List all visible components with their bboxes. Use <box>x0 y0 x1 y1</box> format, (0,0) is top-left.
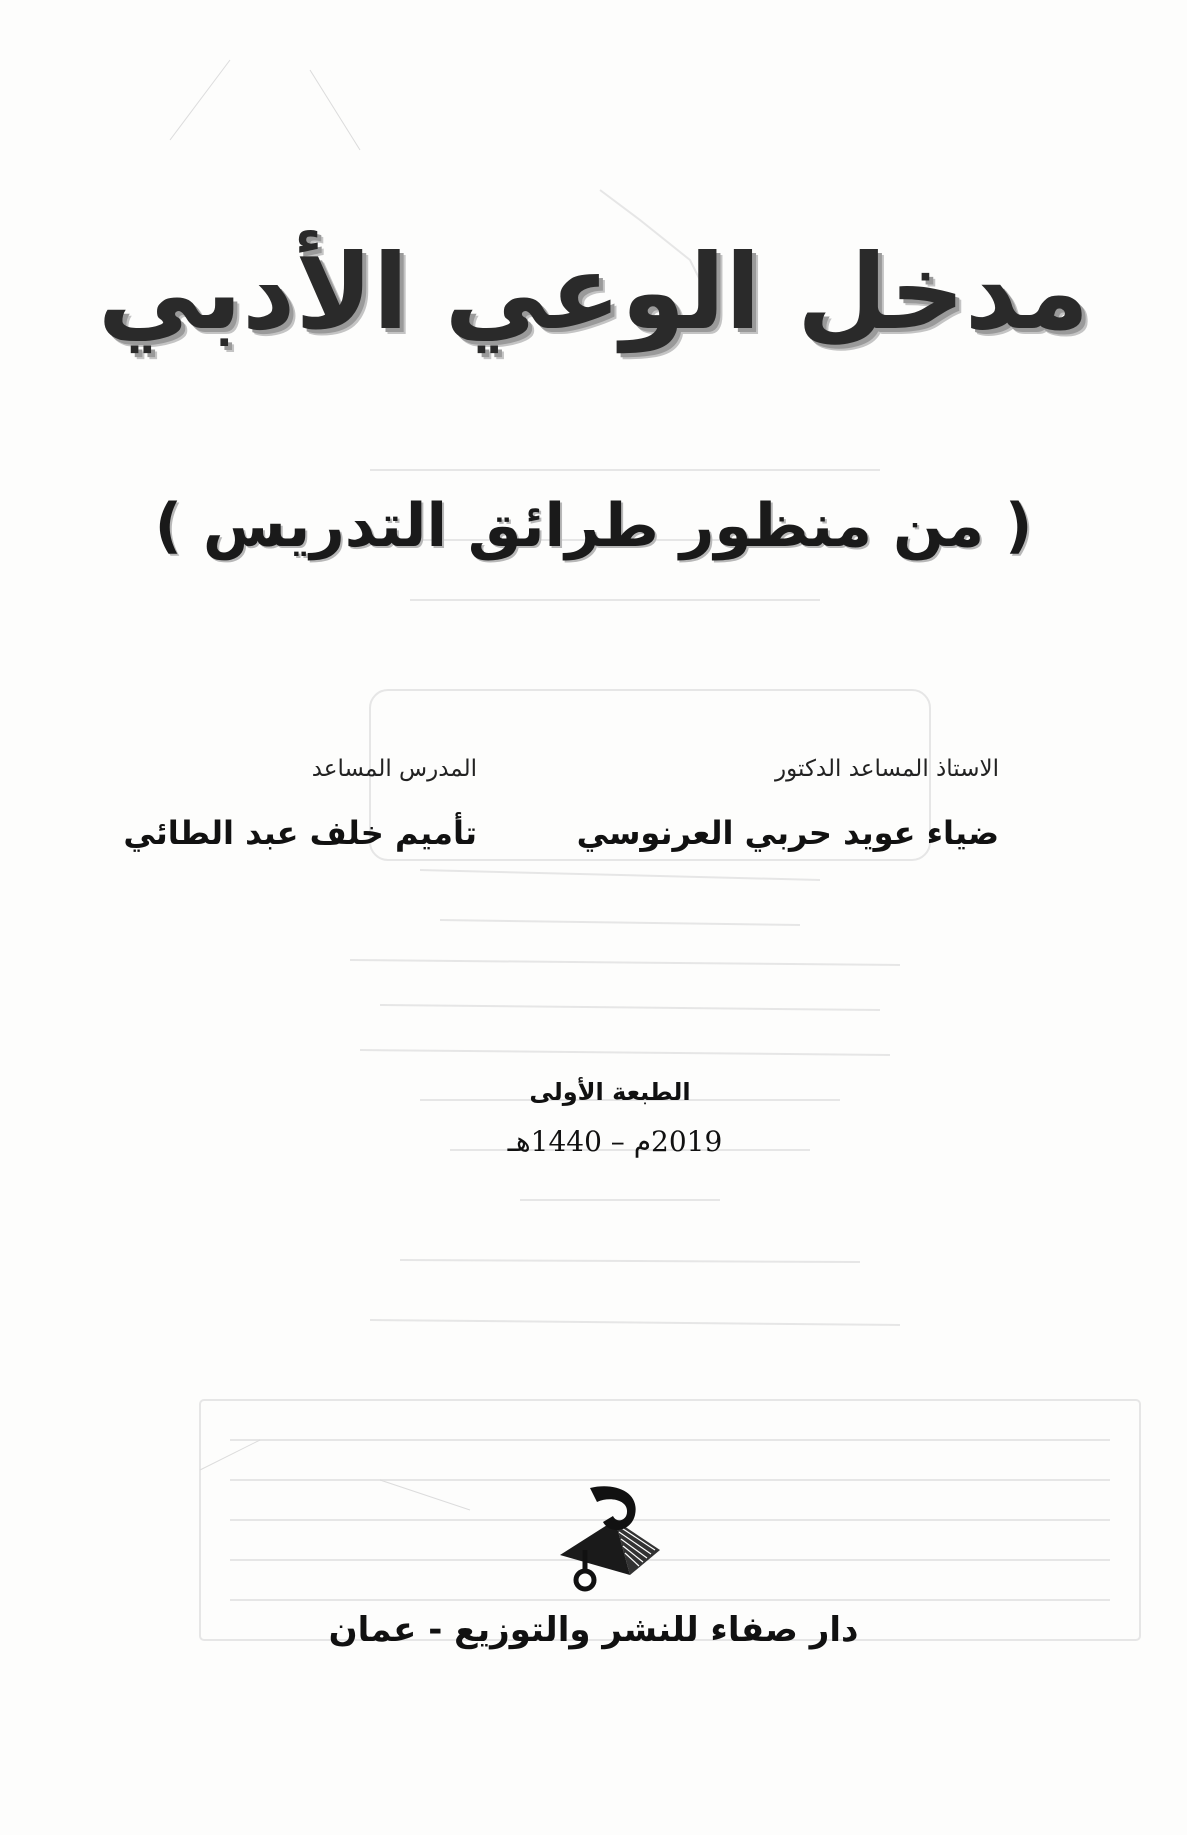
author-1-rank: الاستاذ المساعد الدكتور <box>775 756 999 782</box>
edition-label: الطبعة الأولى <box>529 1078 691 1106</box>
author-2 <box>123 755 477 854</box>
publisher-name: دار صفاء للنشر والتوزيع - عمان <box>328 1610 859 1650</box>
book-subtitle: ( من منظور طرائق التدريس ) <box>154 491 1033 561</box>
book-title: مدخل الوعي الأدبي <box>97 231 1090 353</box>
author-1-name: ضياء عويد حربي العرنوسي <box>576 813 999 852</box>
author-2-name: تأميم خلف عبد الطائي <box>123 813 477 852</box>
publisher-book-logo-icon <box>555 1480 665 1600</box>
publication-dates: 2019م – 1440هـ <box>507 1125 723 1158</box>
author-2-rank: المدرس المساعد <box>311 756 477 782</box>
author-1 <box>577 755 999 854</box>
